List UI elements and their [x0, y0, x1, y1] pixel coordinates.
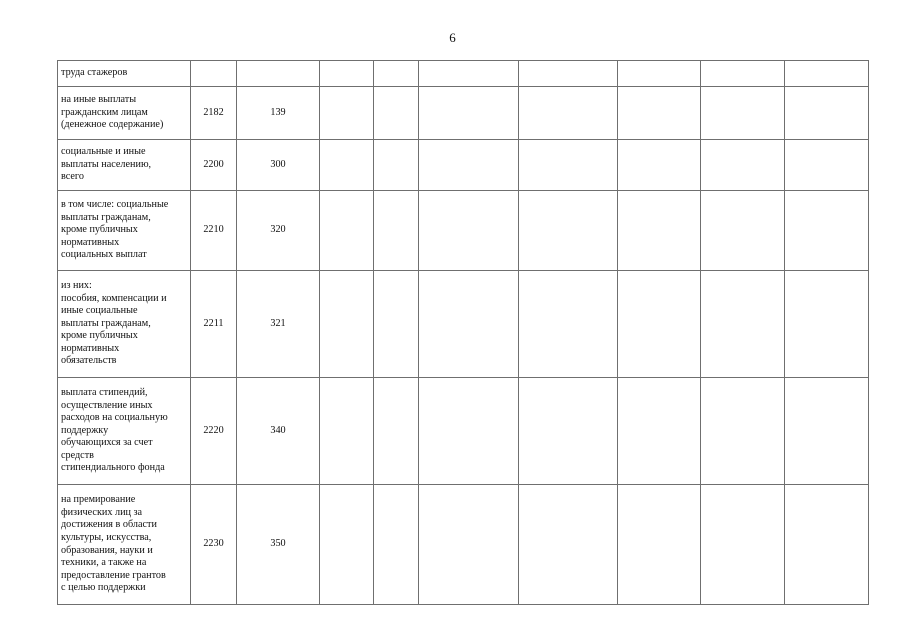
row-kosgu: 340 — [237, 378, 320, 485]
empty-cell — [419, 87, 519, 140]
empty-cell — [618, 485, 701, 605]
empty-cell — [618, 378, 701, 485]
row-description: труда стажеров — [58, 61, 191, 87]
empty-cell — [419, 378, 519, 485]
empty-cell — [701, 191, 785, 271]
empty-cell — [374, 87, 419, 140]
row-code: 2230 — [191, 485, 237, 605]
empty-cell — [374, 191, 419, 271]
row-code — [191, 61, 237, 87]
table-row — [58, 191, 869, 271]
row-code: 2211 — [191, 271, 237, 378]
empty-cell — [701, 61, 785, 87]
empty-cell — [618, 61, 701, 87]
empty-cell — [701, 87, 785, 140]
empty-cell — [320, 271, 374, 378]
row-description: на премирование физических лиц за достижения в области культуры, искусства, образования, науки и техники, а также на предоставление грантов с целью поддержки — [58, 485, 191, 605]
empty-cell — [519, 485, 618, 605]
row-code: 2182 — [191, 87, 237, 140]
empty-cell — [419, 485, 519, 605]
empty-cell — [519, 191, 618, 271]
empty-cell — [785, 378, 869, 485]
empty-cell — [519, 87, 618, 140]
empty-cell — [419, 61, 519, 87]
empty-cell — [785, 485, 869, 605]
row-kosgu: 321 — [237, 271, 320, 378]
empty-cell — [320, 61, 374, 87]
row-code: 2210 — [191, 191, 237, 271]
empty-cell — [320, 191, 374, 271]
page-number: 6 — [449, 30, 456, 45]
empty-cell — [320, 140, 374, 191]
budget-table — [57, 60, 869, 605]
row-description: выплата стипендий, осуществление иных расходов на социальную поддержку обучающихся за счет средств стипендиального фонда — [58, 378, 191, 485]
empty-cell — [785, 140, 869, 191]
empty-cell — [701, 140, 785, 191]
table-row — [58, 378, 869, 485]
empty-cell — [519, 378, 618, 485]
empty-cell — [374, 378, 419, 485]
empty-cell — [519, 61, 618, 87]
row-kosgu: 139 — [237, 87, 320, 140]
table-row — [58, 271, 869, 378]
empty-cell — [320, 87, 374, 140]
table-row — [58, 87, 869, 140]
empty-cell — [618, 87, 701, 140]
empty-cell — [785, 87, 869, 140]
empty-cell — [618, 271, 701, 378]
table-row — [58, 140, 869, 191]
empty-cell — [320, 378, 374, 485]
row-kosgu: 320 — [237, 191, 320, 271]
empty-cell — [374, 485, 419, 605]
row-description: на иные выплаты гражданским лицам (денежное содержание) — [58, 87, 191, 140]
row-kosgu — [237, 61, 320, 87]
table-row — [58, 485, 869, 605]
row-description: из них: пособия, компенсации и иные социальные выплаты гражданам, кроме публичных нормативных обязательств — [58, 271, 191, 378]
empty-cell — [519, 271, 618, 378]
row-kosgu: 300 — [237, 140, 320, 191]
empty-cell — [374, 140, 419, 191]
empty-cell — [419, 140, 519, 191]
empty-cell — [320, 485, 374, 605]
empty-cell — [701, 378, 785, 485]
empty-cell — [419, 271, 519, 378]
empty-cell — [701, 485, 785, 605]
row-kosgu: 350 — [237, 485, 320, 605]
empty-cell — [785, 61, 869, 87]
row-description: социальные и иные выплаты населению, всего — [58, 140, 191, 191]
table-row — [58, 61, 869, 87]
empty-cell — [618, 140, 701, 191]
empty-cell — [785, 271, 869, 378]
empty-cell — [618, 191, 701, 271]
row-code: 2200 — [191, 140, 237, 191]
empty-cell — [701, 271, 785, 378]
row-description: в том числе: социальные выплаты гражданам, кроме публичных нормативных социальных выплат — [58, 191, 191, 271]
row-code: 2220 — [191, 378, 237, 485]
empty-cell — [519, 140, 618, 191]
empty-cell — [374, 61, 419, 87]
empty-cell — [419, 191, 519, 271]
empty-cell — [785, 191, 869, 271]
empty-cell — [374, 271, 419, 378]
